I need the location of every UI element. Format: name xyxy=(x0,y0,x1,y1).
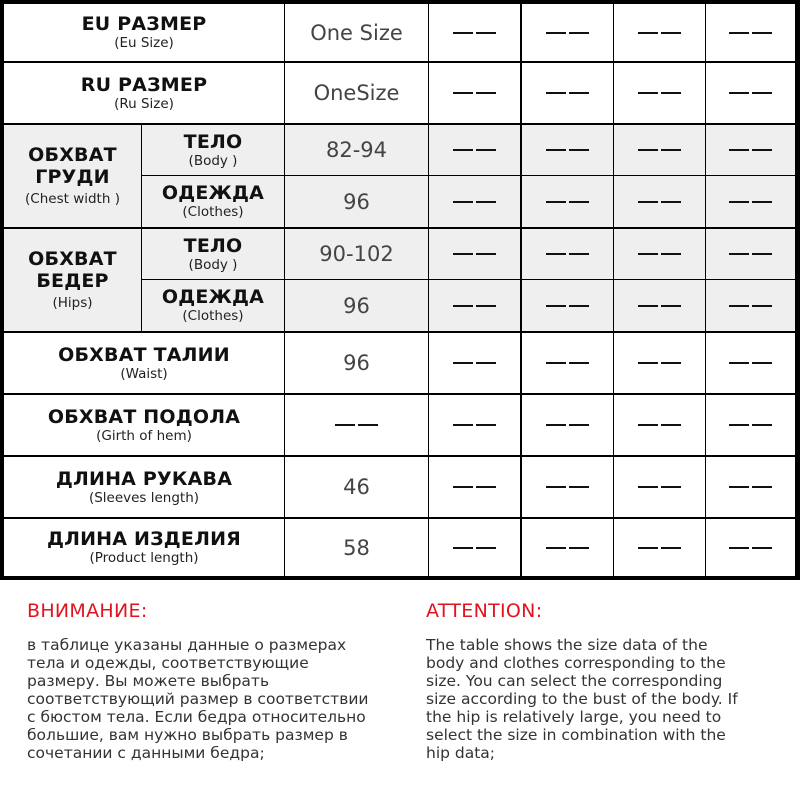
value-chest-body xyxy=(285,125,428,175)
value-chest-clothes xyxy=(285,176,428,227)
label-sub: (Clothes) xyxy=(182,308,244,324)
label-title: EU РАЗМЕР xyxy=(81,13,207,35)
note-line: size according to the bust of the body. If xyxy=(426,690,738,708)
label-title: ОБХВАТ ПОДОЛА xyxy=(47,405,241,428)
value-hips-clothes xyxy=(285,280,428,331)
note-line: select the size in combination with the xyxy=(426,726,726,744)
empty-dash xyxy=(546,424,589,426)
value-hips-body xyxy=(285,229,428,279)
other-size-cell xyxy=(614,457,705,517)
note-russian xyxy=(27,600,368,762)
empty-dash xyxy=(729,253,772,255)
label-chest-clothes xyxy=(142,176,284,227)
label-hips-group xyxy=(4,229,141,331)
note-line: size. You can select the corresponding xyxy=(426,672,723,690)
note-line: the hip is relatively large, you need to xyxy=(426,708,722,726)
other-size-cell xyxy=(429,125,520,175)
label-eu-size xyxy=(4,4,284,61)
empty-dash xyxy=(546,32,589,34)
other-size-cell xyxy=(429,229,520,279)
empty-dash xyxy=(729,424,772,426)
other-size-cell xyxy=(522,280,613,331)
label-sleeve xyxy=(4,457,284,517)
label-waist xyxy=(4,333,284,393)
empty-dash xyxy=(546,253,589,255)
empty-dash xyxy=(453,424,496,426)
other-size-cell xyxy=(522,333,613,393)
label-sub: (Eu Size) xyxy=(114,35,174,51)
note-line: сочетании с данными бедра; xyxy=(27,744,265,762)
label-title: ТЕЛО xyxy=(183,234,243,257)
note-title: ВНИМАНИЕ: xyxy=(27,600,148,622)
note-line: большие, вам нужно выбрать размер в xyxy=(27,726,348,744)
label-title: ОБХВАТ ТАЛИИ xyxy=(58,343,230,366)
other-size-cell xyxy=(522,63,613,123)
empty-dash xyxy=(453,362,496,364)
other-size-cell xyxy=(614,125,705,175)
label-hips-body xyxy=(142,229,284,279)
label-chest-group xyxy=(4,125,141,227)
empty-dash xyxy=(546,362,589,364)
empty-dash xyxy=(729,201,772,203)
note-line: The table shows the size data of the xyxy=(426,636,708,654)
value-sleeve xyxy=(285,457,428,517)
value-text: One Size xyxy=(310,20,403,45)
other-size-cell xyxy=(706,4,795,61)
other-size-cell xyxy=(614,63,705,123)
value-length xyxy=(285,519,428,576)
empty-dash xyxy=(453,253,496,255)
other-size-cell xyxy=(706,125,795,175)
other-size-cell xyxy=(429,176,520,227)
other-size-cell xyxy=(614,176,705,227)
other-size-cell xyxy=(706,229,795,279)
empty-dash xyxy=(335,424,378,426)
label-title: ОДЕЖДА xyxy=(161,182,265,204)
group-title-line1: ОБХВАТ xyxy=(28,144,117,166)
empty-dash xyxy=(453,305,496,307)
label-ru-size xyxy=(4,63,284,123)
empty-dash xyxy=(453,149,496,151)
other-size-cell xyxy=(614,333,705,393)
empty-dash xyxy=(453,547,496,549)
other-size-cell xyxy=(706,176,795,227)
empty-dash xyxy=(638,305,681,307)
label-hips-clothes xyxy=(142,280,284,331)
empty-dash xyxy=(729,149,772,151)
label-title: RU РАЗМЕР xyxy=(80,73,208,96)
label-title: ТЕЛО xyxy=(183,130,243,153)
label-sub: (Ru Size) xyxy=(114,95,174,112)
other-size-cell xyxy=(522,125,613,175)
note-line: body and clothes corresponding to the xyxy=(426,654,726,672)
other-size-cell xyxy=(614,280,705,331)
label-chest-body xyxy=(142,125,284,175)
other-size-cell xyxy=(429,395,520,455)
label-sub: (Girth of hem) xyxy=(96,427,192,444)
other-size-cell xyxy=(614,4,705,61)
label-title: ОДЕЖДА xyxy=(161,286,265,308)
value-text: 58 xyxy=(343,535,370,560)
other-size-cell xyxy=(429,280,520,331)
other-size-cell xyxy=(522,457,613,517)
label-sub: (Body ) xyxy=(188,152,238,169)
other-size-cell xyxy=(706,519,795,576)
other-size-cell xyxy=(522,229,613,279)
label-sub: (Clothes) xyxy=(182,204,244,220)
empty-dash xyxy=(546,149,589,151)
note-english xyxy=(426,600,738,762)
other-size-cell xyxy=(429,4,520,61)
group-title-line1: ОБХВАТ xyxy=(28,248,117,270)
other-size-cell xyxy=(429,333,520,393)
empty-dash xyxy=(638,362,681,364)
empty-dash xyxy=(638,486,681,488)
group-title-line2: ГРУДИ xyxy=(35,166,110,188)
empty-dash xyxy=(546,201,589,203)
note-line: тела и одежды, соответствующие xyxy=(27,654,309,672)
other-size-cell xyxy=(522,395,613,455)
value-ru-size xyxy=(285,63,428,123)
note-line: соответствующий размер в соответствии xyxy=(27,690,369,708)
empty-dash xyxy=(729,486,772,488)
empty-dash xyxy=(729,547,772,549)
empty-dash xyxy=(546,547,589,549)
value-text: OneSize xyxy=(313,81,400,105)
label-sub: (Body ) xyxy=(188,256,238,273)
other-size-cell xyxy=(614,229,705,279)
empty-dash xyxy=(638,424,681,426)
value-text: 46 xyxy=(343,475,370,499)
group-title-line2: БЕДЕР xyxy=(36,270,109,292)
value-hem xyxy=(285,395,428,455)
value-text: 96 xyxy=(343,351,370,375)
other-size-cell xyxy=(706,63,795,123)
empty-dash xyxy=(729,32,772,34)
empty-dash xyxy=(453,201,496,203)
label-title: ДЛИНА ИЗДЕЛИЯ xyxy=(46,528,242,550)
empty-dash xyxy=(546,92,589,94)
note-body xyxy=(27,636,368,762)
value-text: 96 xyxy=(343,293,370,318)
label-length xyxy=(4,519,284,576)
empty-dash xyxy=(638,253,681,255)
other-size-cell xyxy=(522,176,613,227)
empty-dash xyxy=(638,201,681,203)
other-size-cell xyxy=(429,457,520,517)
empty-dash xyxy=(546,305,589,307)
label-sub: (Product length) xyxy=(89,550,199,566)
note-line: с бюстом тела. Если бедра относительно xyxy=(27,708,366,726)
empty-dash xyxy=(453,32,496,34)
empty-dash xyxy=(729,305,772,307)
empty-dash xyxy=(729,362,772,364)
other-size-cell xyxy=(614,395,705,455)
value-text: 82-94 xyxy=(325,138,388,162)
empty-dash xyxy=(546,486,589,488)
other-size-cell xyxy=(706,333,795,393)
value-text: 90-102 xyxy=(319,242,394,266)
label-hem xyxy=(4,395,284,455)
value-eu-size xyxy=(285,4,428,61)
note-line: hip data; xyxy=(426,744,496,762)
empty-dash xyxy=(638,92,681,94)
other-size-cell xyxy=(706,280,795,331)
empty-dash xyxy=(453,486,496,488)
other-size-cell xyxy=(706,395,795,455)
other-size-cell xyxy=(429,63,520,123)
other-size-cell xyxy=(522,4,613,61)
value-text: 96 xyxy=(343,189,370,214)
group-sub: (Chest width ) xyxy=(25,191,120,207)
notes-section xyxy=(0,600,800,800)
other-size-cell xyxy=(522,519,613,576)
note-line: размеру. Вы можете выбрать xyxy=(27,672,270,690)
label-title: ДЛИНА РУКАВА xyxy=(55,467,233,490)
value-waist xyxy=(285,333,428,393)
note-line: в таблице указаны данные о размерах xyxy=(27,636,347,654)
empty-dash xyxy=(638,149,681,151)
note-title: ATTENTION: xyxy=(426,600,543,622)
empty-dash xyxy=(453,92,496,94)
empty-dash xyxy=(638,547,681,549)
label-sub: (Waist) xyxy=(120,365,168,382)
other-size-cell xyxy=(429,519,520,576)
other-size-cell xyxy=(614,519,705,576)
empty-dash xyxy=(638,32,681,34)
other-size-cell xyxy=(706,457,795,517)
empty-dash xyxy=(729,92,772,94)
group-sub: (Hips) xyxy=(52,295,93,311)
note-body xyxy=(426,636,738,762)
label-sub: (Sleeves length) xyxy=(88,489,200,506)
